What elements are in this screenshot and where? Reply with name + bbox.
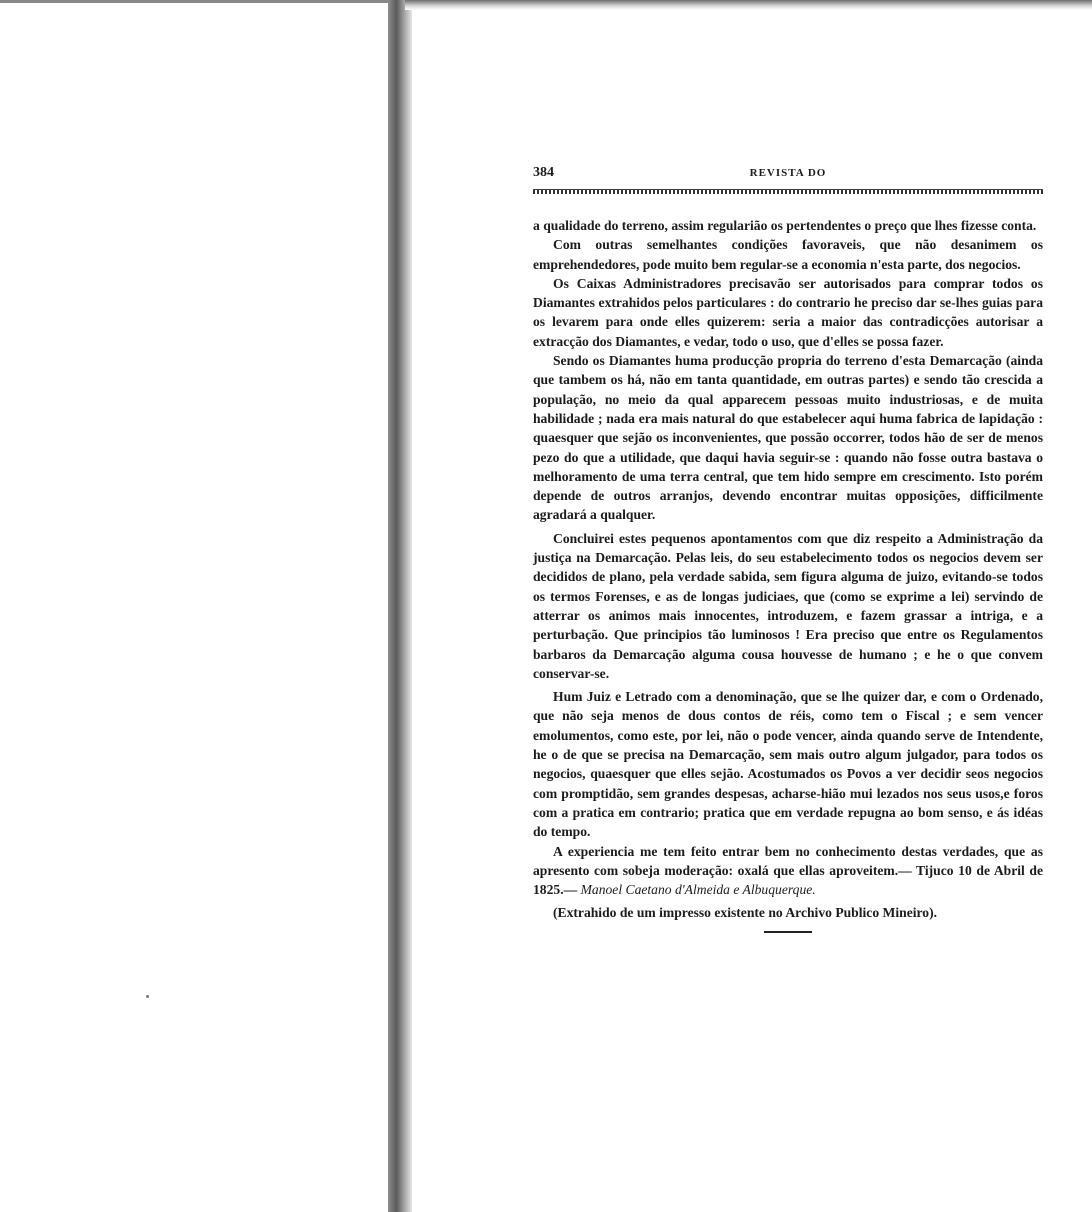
left-page-top-rule — [0, 0, 392, 3]
signature: Manoel Caetano d'Almeida e Albuquerque. — [580, 882, 816, 898]
running-title: REVISTA DO — [749, 167, 827, 179]
paragraph: Com outras semelhantes condições favoraveis, que não desanimem os emprehendedores, pode muito bem regular-se a economia n'esta parte, dos negocios. — [533, 237, 1043, 272]
page-number: 384 — [533, 165, 554, 180]
paragraph: Os Caixas Administradores precisavão ser autorisados para comprar todos os Diamantes extrahidos pelos particulares : do contrario he preciso dar se-lhes guias para os levarem para onde elles quizerem: seria a maior das contradicções autorisar a extracção dos Diamantes, e vedar, todo o uso, que d'elles se possa fazer. — [533, 275, 1043, 349]
paragraph: Hum Juiz e Letrado com a denominação, que se lhe quizer dar, e com o Ordenado, que não seja menos de dous contos de réis, como tem o Fiscal ; e sem vencer emolumentos, como este, por lei, não o pode vencer, ainda quando serve de Intendente, he o de que se precisa na Demarcação, sem mais outro algum julgador, para todos os negocios, quaesquer que elles sejão. Acostumados os Povos a ver decidir seos negocios com promptidão, sem grandes despesas, acharse-hião mui lezados nos seus usos,e foros com a pratica em contrario; pratica que em verdade repugna ao bom senso, e ás idéas do tempo. — [533, 689, 1043, 840]
header-rule — [533, 189, 1043, 194]
closing-paragraph — [533, 842, 1043, 900]
closing-text: A experiencia me tem feito entrar bem no conhecimento destas verdades, que as apresento com sobeja moderação: oxalá que ellas aproveitem.— Tijuco 10 de Abril de 1825.— — [533, 843, 1043, 898]
closing-rule — [764, 931, 812, 933]
book-spine-shadow — [388, 0, 412, 1212]
body-text — [533, 216, 1043, 923]
left-page-mark — [146, 995, 149, 998]
left-page — [0, 0, 392, 1212]
paragraph: a qualidade do terreno, assim regularião os pertendentes o preço que lhes fizesse conta. — [533, 218, 1037, 233]
source-note: (Extrahido de um impresso existente no Archivo Publico Mineiro). — [553, 905, 938, 921]
running-head — [533, 165, 1043, 185]
page-top-shadow — [405, 0, 1092, 10]
right-page-text-block — [533, 165, 1043, 933]
paragraph: Sendo os Diamantes huma producção propria do terreno d'esta Demarcação (ainda que tambem os há, não em tanta quantidade, em outras partes) e sendo tão crescida a população, no meio da qual apparecem pessoas muito industriosas, e de muita habilidade ; nada era mais natural do que estabelecer aqui huma fabrica de lapidação : quaesquer que sejão os inconvenientes, que possão occorrer, todos hão de ser de menos pezo do que a utilidade, que daqui havia seguir-se : quando não fosse outra bastava o melhoramento de uma terra central, que tem hido sempre em crescimento. Isto porém depende de outros arranjos, devendo encontrar muitas opposições, difficilmente agradará a qualquer. — [533, 353, 1043, 523]
paragraph: Concluirei estes pequenos apontamentos com que diz respeito a Administração da justiça na Demarcação. Pelas leis, do seu estabelecimento todos os negocios devem ser decididos de plano, pela verdade sabida, sem figura alguma de juizo, evitando-se todos os termos Forenses, e as de longas judiciaes, que (como se exprime a lei) servindo de atterrar os animos mais innocentes, introduzem, e fazem grassar a intriga, e a perturbação. Que principios tão luminosos ! Era preciso que entre os Regulamentos barbaros da Demarcação alguma cousa houvesse de humano ; e he o que convem conservar-se. — [533, 530, 1043, 681]
